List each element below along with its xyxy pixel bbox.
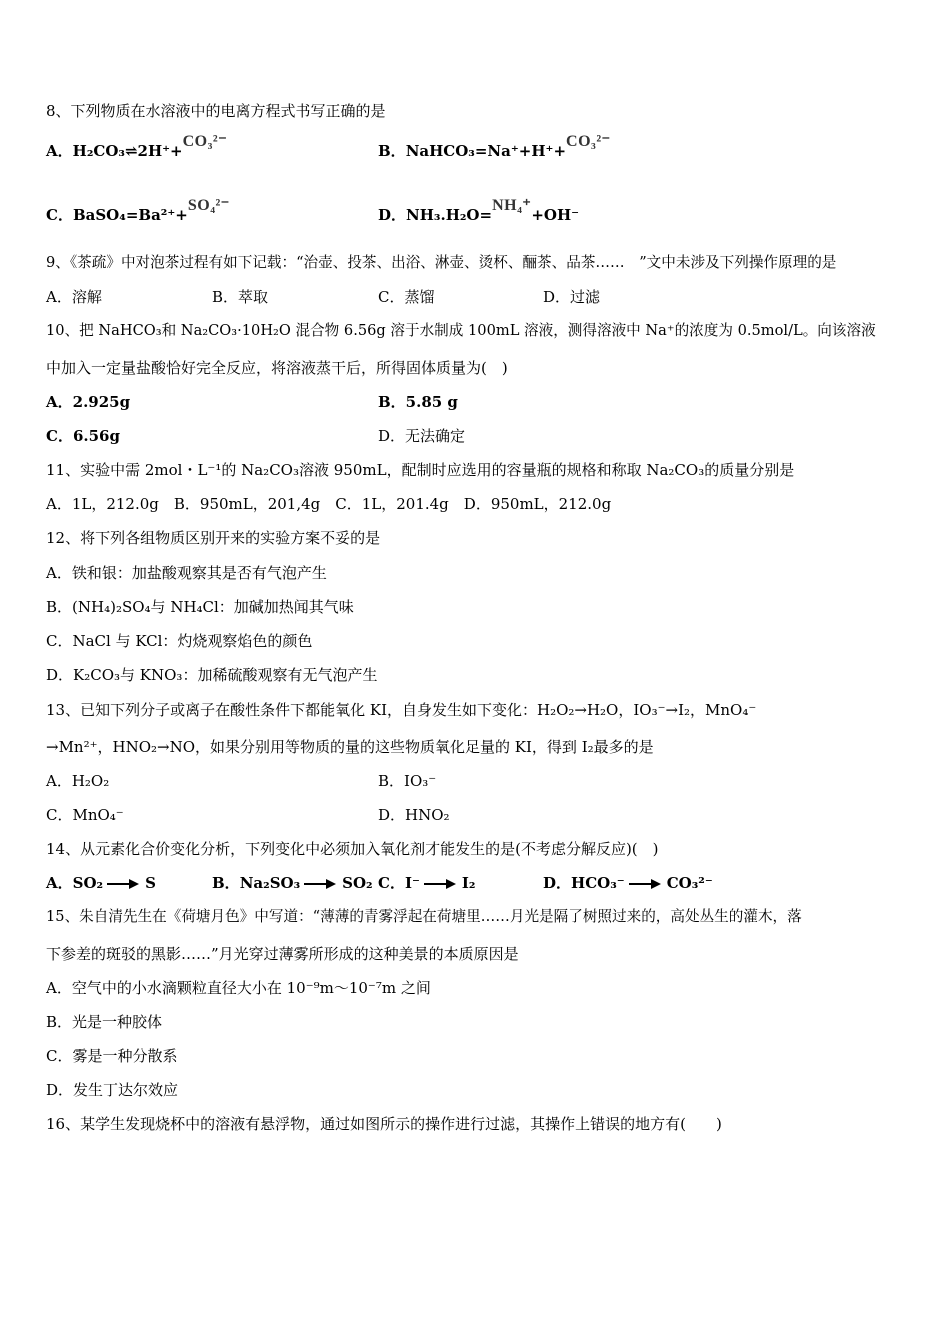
q14-c-label: C．	[378, 874, 405, 892]
q10-option-a: A．2.925g	[46, 393, 131, 411]
q8-a-label: A．	[46, 142, 73, 160]
q14-c-to: I₂	[461, 874, 476, 892]
q13-stem-line2: →Mn²⁺，HNO₂→NO，如果分别用等物质的量的这些物质氧化足量的 KI，得到 I₂最多的是	[46, 738, 654, 756]
q9-stem: 9、《茶疏》中对泡茶过程有如下记载：“治壶、投茶、出浴、淋壶、烫杯、酾茶、品茶…… ”文中未涉及下列操作原理的是	[46, 254, 837, 271]
q15-stem-line2: 下参差的斑驳的黑影……”月光穿过薄雾所形成的这种美景的本质原因是	[46, 945, 519, 963]
q14-stem: 14、从元素化合价变化分析，下列变化中必须加入氧化剂才能发生的是(不考虑分解反应)( )	[46, 840, 659, 858]
q10-stem-line1: 10、把 NaHCO₃和 Na₂CO₃·10H₂O 混合物 6.56g 溶于水制成 100mL 溶液，测得溶液中 Na⁺的浓度为 0.5mol/L。向该溶液	[46, 322, 876, 339]
q12-option-a: A．铁和银：加盐酸观察其是否有气泡产生	[46, 564, 327, 582]
reaction-arrow-icon	[424, 879, 456, 889]
q14-b-to: SO₂	[342, 874, 373, 892]
q15-option-c: C．雾是一种分散系	[46, 1047, 178, 1065]
q8-option-d	[378, 197, 580, 227]
q8-b-label: B．	[378, 142, 406, 160]
q13-option-b: B．IO₃⁻	[378, 772, 437, 790]
q14-a-to: S	[145, 874, 156, 892]
q14-b-from: Na₂SO₃	[239, 874, 301, 892]
q9-option-d: D．过滤	[543, 288, 601, 306]
q8-d-formula: NH₃.H₂O=	[406, 206, 493, 224]
reaction-arrow-icon	[629, 879, 661, 889]
q8-d-ion: NH₄⁺	[492, 197, 532, 214]
q8-d-label: D．	[378, 206, 407, 224]
reaction-arrow-icon	[304, 879, 336, 889]
q8-option-b	[378, 133, 611, 163]
q12-option-d: D．K₂CO₃与 KNO₃：加稀硫酸观察有无气泡产生	[46, 666, 378, 684]
q10-option-d: D．无法确定	[378, 427, 466, 445]
q13-option-a: A．H₂O₂	[46, 772, 110, 790]
q15-option-d: D．发生丁达尔效应	[46, 1081, 179, 1099]
q12-option-c: C．NaCl 与 KCl：灼烧观察焰色的颜色	[46, 632, 313, 650]
q8-a-formula: H₂CO₃⇌2H⁺+	[72, 142, 183, 160]
q13-option-d: D．HNO₂	[378, 806, 450, 824]
q14-d-to: CO₃²⁻	[666, 874, 713, 892]
q8-b-ion: CO₃²⁻	[566, 133, 611, 150]
q15-stem-line1: 15、朱自清先生在《荷塘月色》中写道：“薄薄的青雾浮起在荷塘里……月光是隔了树照过来的，高处丛生的灌木，落	[46, 908, 802, 925]
q14-a-from: SO₂	[72, 874, 104, 892]
q14-option-a	[46, 872, 156, 894]
q14-c-from: I⁻	[404, 874, 420, 892]
q15-option-b: B．光是一种胶体	[46, 1013, 163, 1031]
q9-option-c: C．蒸馏	[378, 288, 435, 306]
q10-option-b: B．5.85 g	[378, 393, 458, 411]
q12-stem: 12、将下列各组物质区别开来的实验方案不妥的是	[46, 529, 381, 547]
q8-c-formula: BaSO₄=Ba²⁺+	[72, 206, 188, 224]
q8-c-label: C．	[46, 206, 73, 224]
q8-stem: 8、下列物质在水溶液中的电离方程式书写正确的是	[46, 102, 386, 120]
q13-option-c: C．MnO₄⁻	[46, 806, 124, 824]
q14-d-label: D．	[543, 874, 572, 892]
q8-option-a	[46, 133, 228, 163]
q11-options: A．1L，212.0g B．950mL，201,4g C．1L，201.4g D．950mL，212.0g	[46, 495, 612, 513]
q8-b-formula: NaHCO₃=Na⁺+H⁺+	[405, 142, 567, 160]
q14-option-b	[212, 872, 373, 894]
q11-stem: 11、实验中需 2mol・L⁻¹的 Na₂CO₃溶液 950mL，配制时应选用的容量瓶的规格和称取 Na₂CO₃的质量分别是	[46, 461, 795, 479]
q9-option-a: A．溶解	[46, 288, 102, 306]
q14-d-from: HCO₃⁻	[571, 874, 625, 892]
q8-c-ion: SO₄²⁻	[187, 197, 230, 214]
q14-option-d	[543, 872, 713, 894]
q12-option-b: B．(NH₄)₂SO₄与 NH₄Cl：加碱加热闻其气味	[46, 598, 354, 616]
q9-option-b: B．萃取	[212, 288, 269, 306]
q8-a-ion: CO₃²⁻	[182, 133, 228, 150]
q10-option-c: C．6.56g	[46, 427, 120, 445]
reaction-arrow-icon	[107, 879, 139, 889]
q14-a-label: A．	[46, 874, 73, 892]
q16-stem: 16、某学生发现烧杯中的溶液有悬浮物，通过如图所示的操作进行过滤，其操作上错误的地方有( )	[46, 1115, 722, 1133]
q8-option-c	[46, 197, 230, 227]
q10-stem-line2: 中加入一定量盐酸恰好完全反应，将溶液蒸干后，所得固体质量为( )	[46, 359, 508, 377]
q8-d-tail: +OH⁻	[531, 206, 580, 224]
q14-b-label: B．	[212, 874, 240, 892]
q14-option-c	[378, 872, 475, 894]
q15-option-a: A．空气中的小水滴颗粒直径大小在 10⁻⁹m～10⁻⁷m 之间	[46, 979, 431, 997]
q13-stem-line1: 13、已知下列分子或离子在酸性条件下都能氧化 KI，自身发生如下变化：H₂O₂→H₂O，IO₃⁻→I₂，MnO₄⁻	[46, 701, 757, 719]
